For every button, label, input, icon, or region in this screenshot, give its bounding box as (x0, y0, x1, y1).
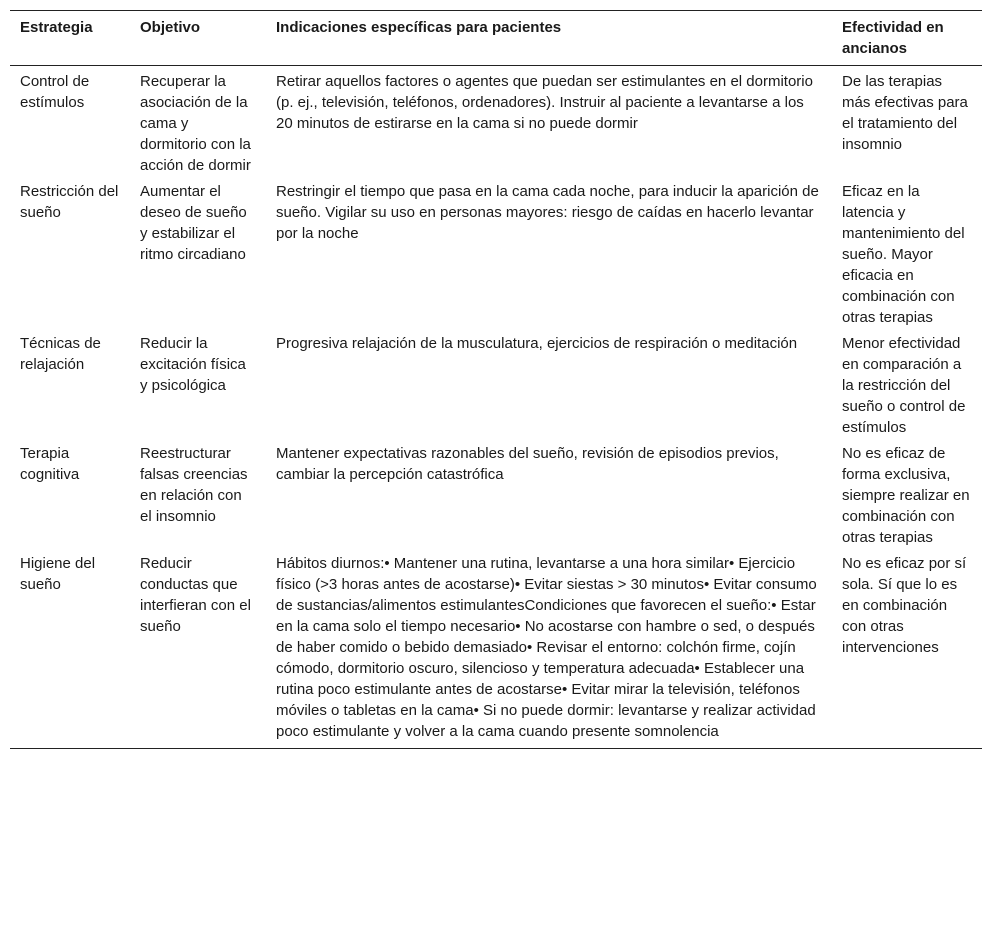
cell-indications: Mantener expectativas razonables del sueño, revisión de episodios previos, cambiar la percepción catastrófica (276, 445, 779, 483)
cell-strategy: Terapia cognitiva (20, 445, 80, 483)
cell-strategy: Técnicas de relajación (20, 335, 101, 373)
cell-strategy: Control de estímulos (20, 73, 90, 111)
header-indications: Indicaciones específicas para pacientes (276, 19, 562, 36)
header-strategy: Estrategia (20, 19, 93, 36)
cell-effectiveness: No es eficaz de forma exclusiva, siempre realizar en combinación con otras terapias (842, 445, 970, 546)
cell-effectiveness: No es eficaz por sí sola. Sí que lo es en combinación con otras intervenciones (842, 555, 967, 656)
cell-indications: Restringir el tiempo que pasa en la cama cada noche, para inducir la aparición de sueño. Vigilar su uso en personas mayores: riesgo de caídas en hacerlo levantar por la noche (276, 183, 819, 242)
cell-strategy: Restricción del sueño (20, 183, 119, 221)
insomnia-strategies-table (10, 10, 982, 749)
cell-effectiveness: Menor efectividad en comparación a la restricción del sueño o control de estímulos (842, 335, 966, 436)
cell-objective: Reducir la excitación física y psicológica (140, 335, 246, 394)
cell-objective: Recuperar la asociación de la cama y dormitorio con la acción de dormir (140, 73, 251, 174)
cell-indications: Progresiva relajación de la musculatura, ejercicios de respiración o meditación (276, 335, 798, 352)
cell-effectiveness: De las terapias más efectivas para el tratamiento del insomnio (842, 73, 968, 153)
table-row (10, 66, 982, 179)
cell-indications: Retirar aquellos factores o agentes que puedan ser estimulantes en el dormitorio (p. ej., televisión, teléfonos, ordenadores). Instruir al paciente a levantarse a los 20 minutos de estirarse en la cama si no puede dormir (276, 73, 813, 132)
insomnia-strategies-table-container (10, 10, 982, 749)
cell-effectiveness: Eficaz en la latencia y mantenimiento del sueño. Mayor eficacia en combinación con otras terapias (842, 183, 965, 326)
cell-strategy: Higiene del sueño (20, 555, 96, 593)
cell-objective: Reestructurar falsas creencias en relación con el insomnio (140, 445, 248, 525)
header-objective: Objetivo (140, 19, 201, 36)
cell-objective: Aumentar el deseo de sueño y estabilizar el ritmo circadiano (140, 183, 247, 263)
cell-objective: Reducir conductas que interfieran con el sueño (140, 555, 251, 635)
header-effectiveness: Efectividad en ancianos (842, 19, 944, 57)
cell-indications: Hábitos diurnos:• Mantener una rutina, levantarse a una hora similar• Ejercicio físico (>3 horas antes de acostarse)• Evitar siestas > 30 minutos• Evitar consumo de sustancias/alimentos estimulantesCondiciones que favorecen el sueño:• Estar en la cama solo el tiempo necesario• No acostarse con hambre o sed, o después de haber comido o bebido demasiado• Revisar el entorno: colchón firme, cojín cómodo, dormitorio oscuro, silencioso y temperatura adecuada• Establecer una rutina poco estimulante antes de acostarse• Evitar mirar la televisión, teléfonos móviles o tabletas en la cama• Si no puede dormir: levantarse y realizar actividad poco estimulante y volver a la cama cuando presente somnolencia (276, 555, 817, 740)
table-row (10, 440, 982, 550)
table-header-row (10, 11, 982, 66)
table-row (10, 550, 982, 749)
table-row (10, 178, 982, 330)
table-row (10, 330, 982, 440)
